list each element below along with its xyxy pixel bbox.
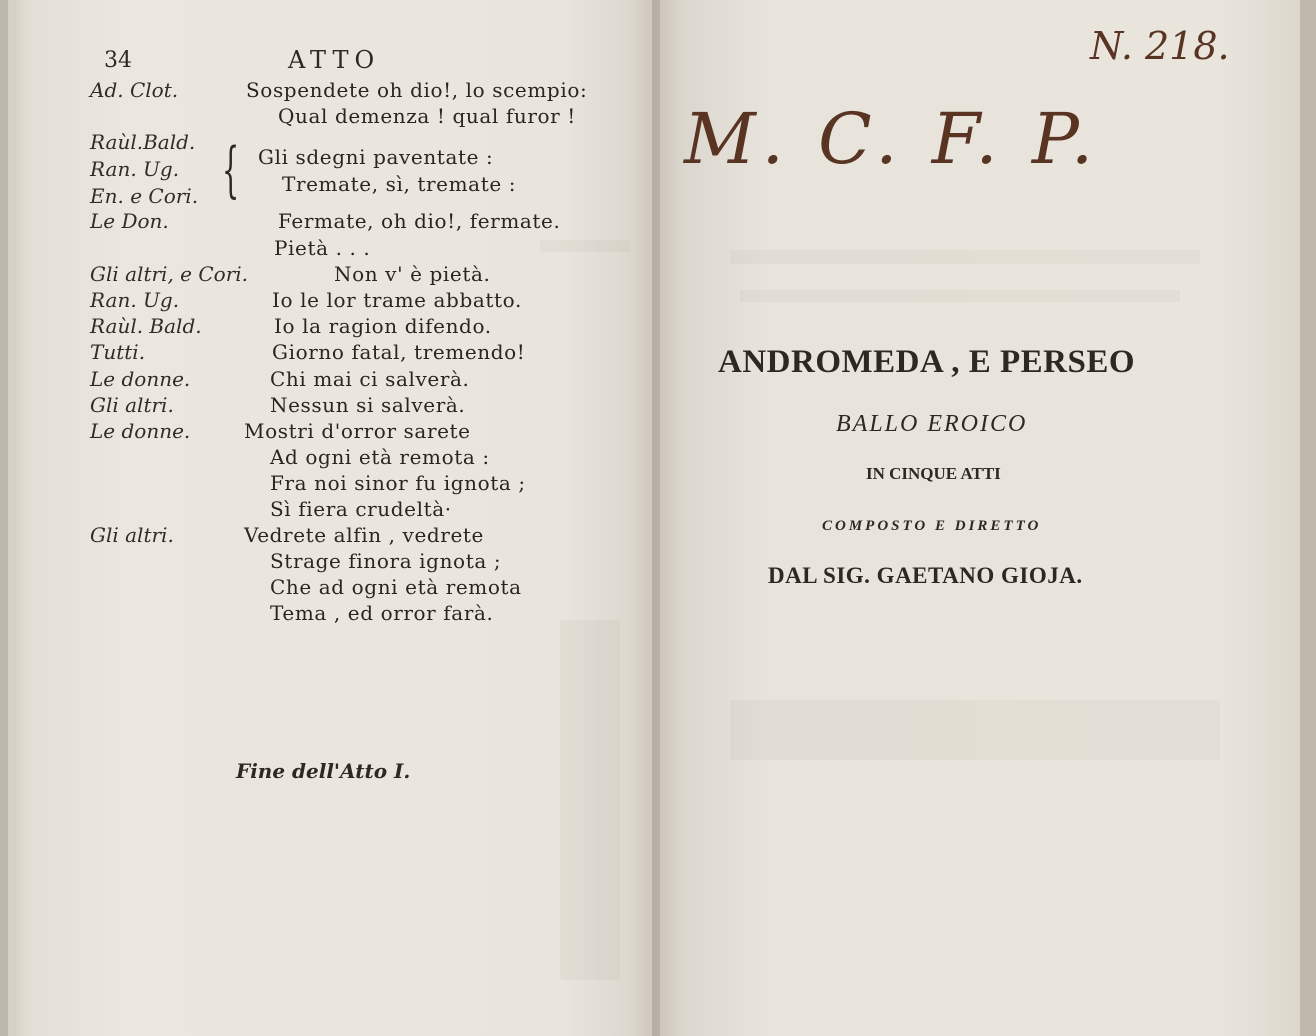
composed-directed-note: COMPOSTO E DIRETTO	[822, 518, 1042, 534]
verse-line: Tremate, sì, tremate :	[282, 172, 517, 196]
verse-line: Sospendete oh dio!, lo scempio:	[246, 78, 588, 102]
speaker: Ran. Ug.	[90, 157, 180, 181]
verse-line: Gli sdegni paventate :	[258, 145, 494, 169]
left-page-edge	[0, 0, 8, 1036]
handwritten-shelfmark: N. 218.	[1090, 24, 1230, 68]
speaker: Le donne.	[90, 419, 191, 443]
verse-line: Giorno fatal, tremendo!	[272, 340, 526, 364]
speaker: Tutti.	[90, 340, 146, 364]
speaker: Gli altri.	[90, 393, 174, 417]
verse-line: Nessun si salverà.	[270, 393, 466, 417]
verse-line: Pietà . . .	[274, 236, 371, 260]
verse-line: Mostri d'orror sarete	[244, 419, 471, 443]
end-of-act-note: Fine dell'Atto I.	[236, 759, 411, 783]
verse-line: Io le lor trame abbatto.	[272, 288, 522, 312]
page-number: 34	[104, 48, 132, 73]
handwritten-monogram: M. C. F. P.	[684, 98, 1100, 180]
verse-line: Vedrete alfin , vedrete	[244, 523, 484, 547]
speaker: Ad. Clot.	[90, 78, 179, 102]
speaker: Ran. Ug.	[90, 288, 180, 312]
bleed-through	[730, 700, 1220, 760]
speaker: Le donne.	[90, 367, 191, 391]
verse-line: Qual demenza ! qual furor !	[278, 104, 576, 128]
verse-line: Io la ragion difendo.	[274, 314, 492, 338]
verse-line: Chi mai ci salverà.	[270, 367, 470, 391]
brace-symbol: {	[222, 135, 240, 205]
verse-line: Fermate, oh dio!, fermate.	[278, 209, 561, 233]
speaker: Raùl. Bald.	[90, 314, 202, 338]
verse-line: Strage finora ignota ;	[270, 549, 502, 573]
verse-line: Tema , ed orror farà.	[270, 601, 494, 625]
verse-line: Che ad ogni età remota	[270, 575, 522, 599]
verse-line: Non v' è pietà.	[334, 262, 491, 286]
gutter	[652, 0, 660, 1036]
speaker: Le Don.	[90, 209, 169, 233]
left-page-edge-line	[14, 0, 16, 1036]
speaker: En. e Cori.	[90, 184, 199, 208]
author-line: DAL SIG. GAETANO GIOJA.	[768, 563, 1083, 588]
running-head: ATTO	[288, 46, 381, 74]
verse-line: Sì fiera crudeltà·	[270, 497, 452, 521]
speaker: Gli altri.	[90, 523, 174, 547]
speaker: Raùl.Bald.	[90, 130, 196, 154]
right-page-edge	[1300, 0, 1316, 1036]
book-title: ANDROMEDA , E PERSEO	[718, 344, 1136, 380]
book-subtitle: BALLO EROICO	[836, 411, 1028, 437]
verse-line: Fra noi sinor fu ignota ;	[270, 471, 526, 495]
bleed-through	[540, 240, 630, 252]
bleed-through	[730, 250, 1200, 264]
bleed-through	[740, 290, 1180, 302]
speaker: Gli altri, e Cori.	[90, 262, 249, 286]
bleed-through	[560, 620, 620, 980]
verse-line: Ad ogni età remota :	[270, 445, 490, 469]
acts-count: IN CINQUE ATTI	[866, 464, 1001, 483]
